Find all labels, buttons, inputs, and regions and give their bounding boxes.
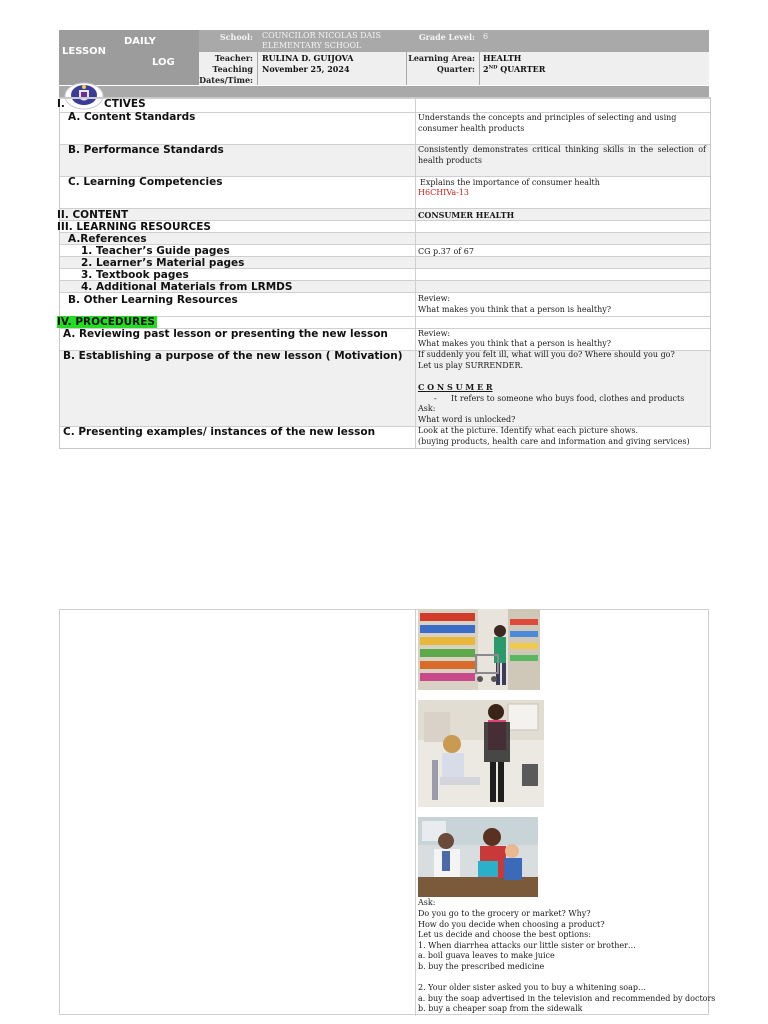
objectives-heading: CTIVES: [104, 98, 146, 110]
p2-q5: a. boil guava leaves to make juice: [418, 951, 555, 960]
review-text-2: What makes you think that a person is healthy?: [418, 339, 612, 348]
review-label: A. Reviewing past lesson or presenting the new lesson: [63, 328, 388, 340]
teacher-label: Teacher:: [214, 53, 253, 63]
p2-q2: How do you decide when choosing a product?: [418, 920, 605, 929]
log-word: LOG: [152, 57, 175, 68]
examples-text-2: (buying products, health care and information and giving services): [418, 437, 690, 446]
content-standards-label: A. Content Standards: [68, 111, 196, 123]
quarter-rest: QUARTER: [497, 64, 546, 74]
other-text-1: Review:: [418, 294, 451, 303]
dates-label-1: Teaching: [212, 64, 253, 74]
other-label: B. Other Learning Resources: [68, 294, 238, 306]
tg-value: CG p.37 of 67: [418, 247, 474, 256]
area-label: Learning Area:: [408, 53, 475, 63]
references-label: A.References: [68, 233, 147, 245]
p2-q1: Do you go to the grocery or market? Why?: [418, 909, 591, 918]
school-label: School:: [219, 32, 253, 42]
health-information-image: [418, 817, 538, 897]
purpose-q: What word is unlocked?: [418, 415, 516, 424]
other-text-2: What makes you think that a person is healthy?: [418, 305, 612, 314]
health-care-image: [418, 700, 544, 807]
purpose-bullet: -: [434, 394, 437, 403]
tg-label: 1. Teacher’s Guide pages: [81, 245, 230, 257]
content-standards-text: Understands the concepts and principles of selecting and using consumer health products: [418, 113, 677, 133]
school-value-2: ELEMENTARY SCHOOL: [262, 41, 362, 50]
purpose-text-2: Let us play SURRENDER.: [418, 361, 524, 370]
competencies-code: H6CHIVa-13: [418, 188, 470, 197]
examples-label: C. Presenting examples/ instances of the new lesson: [63, 426, 376, 438]
grade-label: Grade Level:: [418, 32, 475, 42]
p2-q4: 1. When diarrhea attacks our little sister or brother…: [418, 941, 636, 950]
purpose-word: C O N S U M E R: [418, 382, 493, 392]
objectives-prefix: I.: [57, 98, 65, 110]
header-bottom-bar: [59, 86, 709, 97]
p2-q3: Let us decide and choose the best options:: [418, 930, 591, 939]
lesson-word: LESSON: [62, 46, 107, 57]
performance-text: Consistently demonstrates critical thinking skills in the selection of health products: [418, 145, 706, 165]
purpose-ask: Ask:: [418, 404, 436, 413]
quarter-value: [483, 64, 545, 74]
performance-label: B. Performance Standards: [68, 144, 224, 156]
p2-ask: Ask:: [418, 898, 436, 907]
competencies-text: Explains the importance of consumer health: [420, 178, 600, 187]
grocery-shopping-image: [418, 609, 540, 690]
p2-q8: a. buy the soap advertised in the television and recommended by doctors: [418, 994, 716, 1003]
teacher-value: RULINA D. GUIJOVA: [262, 53, 354, 63]
p2-q9: b. buy a cheaper soap from the sidewalk: [418, 1004, 583, 1013]
p2-q7: 2. Your older sister asked you to buy a whitening soap…: [418, 983, 647, 992]
purpose-text-1: If suddenly you felt ill, what will you do? Where should you go?: [418, 350, 675, 359]
examples-text-1: Look at the picture. Identify what each picture shows.: [418, 426, 639, 435]
add-label: 4. Additional Materials from LRMDS: [81, 281, 293, 293]
area-value: HEALTH: [483, 53, 522, 63]
lm-label: 2. Learner’s Material pages: [81, 257, 245, 269]
review-text-1: Review:: [418, 329, 451, 338]
dates-value: November 25, 2024: [262, 64, 350, 74]
quarter-num: 2: [483, 64, 489, 74]
p2-q6: b. buy the prescribed medicine: [418, 962, 545, 971]
quarter-label: Quarter:: [436, 64, 475, 74]
daily-word: DAILY: [124, 36, 156, 47]
procedures-label: IV. PROCEDURES: [57, 316, 155, 328]
purpose-def: It refers to someone who buys food, clothes and products: [451, 394, 685, 403]
school-value-1: COUNCILOR NICOLAS DAIS: [262, 31, 381, 40]
content-value: CONSUMER HEALTH: [418, 210, 515, 220]
purpose-label: B. Establishing a purpose of the new lesson ( Motivation): [63, 350, 403, 362]
content-label: II. CONTENT: [57, 209, 129, 221]
continuation-table: [59, 609, 709, 1015]
dates-label-2: Dates/Time:: [199, 75, 253, 85]
grade-value: 6: [483, 32, 489, 41]
tb-label: 3. Textbook pages: [81, 269, 189, 281]
resources-label: III. LEARNING RESOURCES: [57, 221, 211, 233]
competencies-label: C. Learning Competencies: [68, 176, 223, 188]
quarter-sup: ND: [488, 64, 498, 71]
